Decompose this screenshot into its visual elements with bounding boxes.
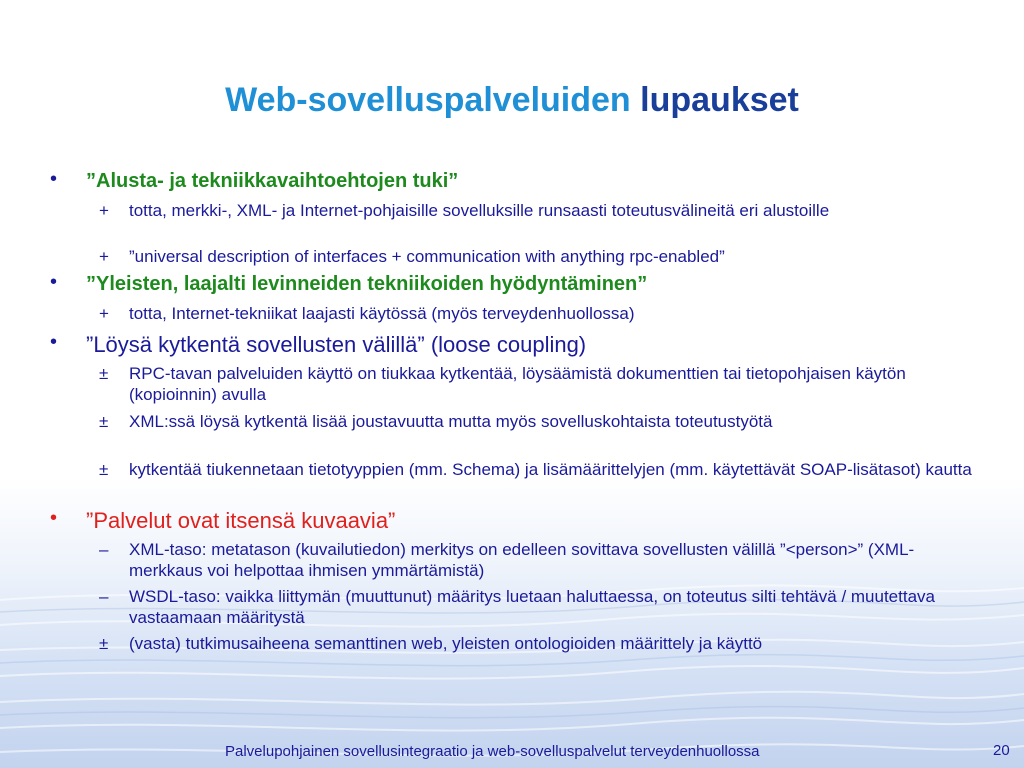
sub-bullet-marker: ±: [99, 364, 109, 383]
sub-bullet-text: (vasta) tutkimusaiheena semanttinen web, yleisten ontologioiden määrittely ja käyttö: [129, 634, 763, 653]
sub-bullet-text: RPC-tavan palveluiden käyttö on tiukkaa kytkentää, löysäämistä dokumenttien tai tietopohjaisen käytön (kopioinnin) avulla: [129, 364, 906, 404]
sub-bullet-item: [44, 246, 984, 271]
footer-text: Palvelupohjainen sovellusintegraatio ja web-sovelluspalvelut terveydenhuollossa: [225, 743, 760, 760]
bullet-item: [44, 507, 984, 539]
bullet-text: ”Yleisten, laajalti levinneiden tekniikoiden hyödyntäminen”: [86, 273, 648, 295]
title-part-2: lupaukset: [640, 81, 799, 119]
bullet-marker: •: [50, 507, 58, 529]
sub-bullet-marker: –: [99, 587, 109, 606]
bullet-marker: •: [50, 168, 58, 190]
sub-bullet-marker: ±: [99, 460, 109, 479]
sub-bullet-item: [44, 539, 984, 586]
sub-bullet-item: [44, 200, 984, 246]
sub-bullet-marker: ±: [99, 412, 109, 431]
bullet-text: ”Alusta- ja tekniikkavaihtoehtojen tuki”: [86, 170, 459, 192]
sub-bullet-marker: –: [99, 540, 109, 559]
sub-bullet-marker: +: [99, 304, 109, 323]
sub-bullet-text: ”universal description of interfaces + communication with anything rpc-enabled”: [129, 247, 725, 266]
sub-bullet-text: XML:ssä löysä kytkentä lisää joustavuutta mutta myös sovelluskohtaista toteutustyötä: [129, 412, 773, 431]
page-number: 20: [993, 742, 1010, 759]
sub-bullet-item: [44, 363, 984, 411]
sub-bullet-marker: +: [99, 247, 109, 266]
bullet-marker: •: [50, 271, 58, 293]
slide-title: [0, 78, 1024, 122]
sub-bullet-item: [44, 586, 984, 633]
bullet-item: [44, 331, 984, 363]
sub-bullet-item: [44, 303, 984, 331]
sub-bullet-marker: +: [99, 201, 109, 220]
bullet-marker: •: [50, 331, 58, 353]
bullet-text: ”Palvelut ovat itsensä kuvaavia”: [86, 508, 396, 533]
sub-bullet-item: [44, 411, 984, 459]
sub-bullet-item: [44, 459, 984, 507]
sub-bullet-text: XML-taso: metatason (kuvailutiedon) merkitys on edelleen sovittava sovellusten välillä ”<person>” (XML-merkkaus voi helpottaa ihmisen ymmärtämistä): [129, 540, 915, 580]
sub-bullet-text: kytkentää tiukennetaan tietotyyppien (mm. Schema) ja lisämäärittelyjen (mm. käytettävät SOAP-lisätasot) kautta: [129, 460, 972, 479]
title-part-1: Web-sovelluspalveluiden: [225, 81, 631, 119]
sub-bullet-text: WSDL-taso: vaikka liittymän (muuttunut) määritys luetaan haluttaessa, on toteutus silti tehtävä / muutettava vastaamaan määritystä: [129, 587, 935, 627]
bullet-item: [44, 271, 984, 303]
sub-bullet-text: totta, Internet-tekniikat laajasti käytössä (myös terveydenhuollossa): [129, 304, 635, 323]
sub-bullet-marker: ±: [99, 634, 109, 653]
sub-bullet-item: [44, 633, 984, 680]
bullet-item: [44, 168, 984, 200]
bullet-list: [44, 168, 984, 680]
bullet-text: ”Löysä kytkentä sovellusten välillä” (loose coupling): [86, 332, 587, 357]
sub-bullet-text: totta, merkki-, XML- ja Internet-pohjaisille sovelluksille runsaasti toteutusvälineitä eri alustoille: [129, 201, 830, 220]
